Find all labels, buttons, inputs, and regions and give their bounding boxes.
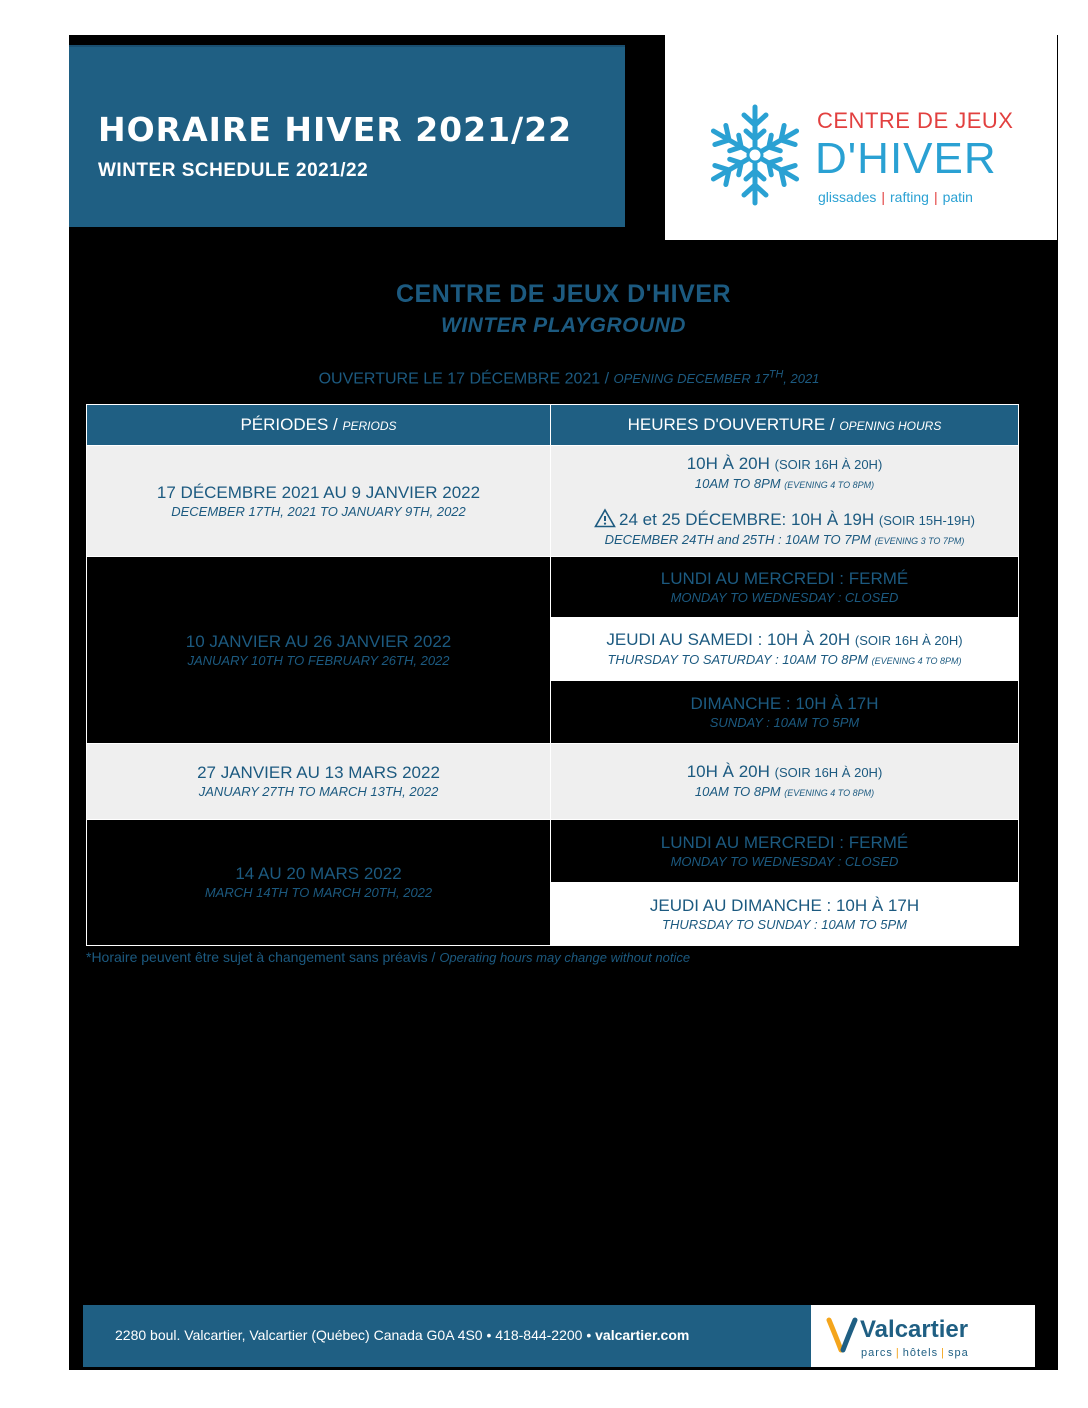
valcartier-tagline: parcs | hôtels | spa bbox=[861, 1347, 969, 1359]
hours-fr: 10H À 20H bbox=[686, 453, 770, 473]
page-subtitle: WINTER SCHEDULE 2021/22 bbox=[98, 160, 369, 181]
footnote bbox=[86, 949, 690, 965]
hours-cell bbox=[551, 883, 1019, 946]
period-en: DECEMBER 17TH, 2021 TO JANUARY 9TH, 2022 bbox=[171, 503, 466, 519]
footnote-fr: *Horaire peuvent être sujet à changement sans préavis / bbox=[86, 949, 440, 965]
logo-tag: patin bbox=[942, 189, 973, 205]
section-title: CENTRE DE JEUX D'HIVER bbox=[395, 280, 732, 308]
logo-text-line1: CENTRE DE JEUX bbox=[817, 108, 1014, 133]
period-cell bbox=[87, 744, 551, 820]
hours-fr-evening: (SOIR 16H À 20H) bbox=[774, 765, 883, 780]
logo-text-line2: D'HIVER bbox=[815, 134, 997, 183]
period-en: JANUARY 10TH TO FEBRUARY 26TH, 2022 bbox=[187, 652, 450, 668]
hours-en: SUNDAY : 10AM TO 5PM bbox=[709, 714, 860, 730]
holiday-hours-en: DECEMBER 24TH and 25TH : 10AM TO 7PM bbox=[604, 531, 871, 547]
period-cell bbox=[87, 820, 551, 946]
holiday-hours-en-evening: (EVENING 3 TO 7PM) bbox=[874, 535, 965, 546]
page-title: HORAIRE HIVER 2021/22 bbox=[98, 110, 573, 149]
table-row bbox=[87, 446, 1019, 557]
website-link[interactable]: valcartier.com bbox=[595, 1327, 690, 1343]
hours-cell bbox=[551, 446, 1019, 557]
hours-en-evening: (EVENING 4 TO 8PM) bbox=[871, 655, 962, 666]
hours-en: 10AM TO 8PM bbox=[694, 475, 781, 491]
opening-en-post: , 2021 bbox=[783, 371, 820, 387]
logo-tag: rafting bbox=[890, 189, 929, 205]
hours-fr: 10H À 20H bbox=[686, 762, 770, 781]
logo-tagline: glissades | rafting | patin bbox=[818, 189, 973, 205]
holiday-hours-fr: 24 et 25 DÉCEMBRE: 10H À 19H bbox=[619, 509, 875, 529]
period-fr: 17 DÉCEMBRE 2021 AU 9 JANVIER 2022 bbox=[156, 482, 481, 502]
hours-fr: JEUDI AU SAMEDI : 10H À 20H bbox=[606, 629, 851, 649]
warning-icon bbox=[594, 508, 616, 528]
schedule-table bbox=[86, 404, 1019, 946]
period-cell bbox=[87, 557, 551, 744]
brand-tag: parcs bbox=[861, 1347, 893, 1359]
address-text: 2280 boul. Valcartier, Valcartier (Québec) Canada G0A 4S0 • 418-844-2200 • bbox=[115, 1327, 596, 1343]
hours-fr: LUNDI AU MERCREDI : FERMÉ bbox=[660, 832, 909, 852]
brand-tag: spa bbox=[947, 1347, 969, 1359]
valcartier-logo-text: Valcartier bbox=[860, 1316, 969, 1343]
hours-fr-evening: (SOIR 16H À 20H) bbox=[854, 632, 963, 648]
table-row bbox=[87, 820, 1019, 883]
logo-tag: glissades bbox=[818, 189, 877, 205]
hours-en-evening: (EVENING 4 TO 8PM) bbox=[784, 788, 875, 798]
valcartier-logo-icon bbox=[826, 1314, 858, 1354]
period-en: MARCH 14TH TO MARCH 20TH, 2022 bbox=[204, 885, 433, 900]
hours-en-evening: (EVENING 4 TO 8PM) bbox=[784, 479, 875, 490]
hours-en: MONDAY TO WEDNESDAY : CLOSED bbox=[670, 589, 899, 605]
hours-cell bbox=[551, 744, 1019, 820]
opening-date bbox=[69, 369, 1069, 388]
footer-address bbox=[115, 1327, 689, 1343]
period-en: JANUARY 27TH TO MARCH 13TH, 2022 bbox=[198, 784, 439, 799]
hours-cell bbox=[551, 557, 1019, 618]
hours-en: THURSDAY TO SATURDAY : 10AM TO 8PM bbox=[607, 651, 869, 667]
opening-en: OPENING DECEMBER 17 bbox=[613, 371, 769, 387]
column-header-hours: HEURES D'OUVERTURE / OPENING HOURS bbox=[551, 405, 1019, 446]
table-row bbox=[87, 744, 1019, 820]
hours-en: MONDAY TO WEDNESDAY : CLOSED bbox=[670, 853, 899, 869]
holiday-hours-fr-evening: (SOIR 15H-19H) bbox=[878, 512, 975, 528]
period-cell bbox=[87, 446, 551, 557]
column-header-periods: PÉRIODES / PERIODS bbox=[87, 405, 551, 446]
hours-fr-evening: (SOIR 16H À 20H) bbox=[774, 456, 883, 472]
period-fr: 27 JANVIER AU 13 MARS 2022 bbox=[197, 763, 440, 782]
table-row bbox=[87, 557, 1019, 618]
hours-fr: LUNDI AU MERCREDI : FERMÉ bbox=[660, 568, 909, 588]
brand-tag: hôtels bbox=[902, 1347, 939, 1359]
table-header-row bbox=[87, 405, 1019, 446]
footnote-en: Operating hours may change without notice bbox=[439, 950, 691, 965]
snowflake-icon bbox=[705, 100, 805, 210]
hours-cell bbox=[551, 618, 1019, 681]
period-fr: 14 AU 20 MARS 2022 bbox=[235, 864, 402, 883]
hours-cell bbox=[551, 681, 1019, 744]
hours-cell bbox=[551, 820, 1019, 883]
opening-en-sup: TH bbox=[768, 369, 784, 381]
hours-fr: DIMANCHE : 10H À 17H bbox=[690, 693, 879, 713]
hours-fr: JEUDI AU DIMANCHE : 10H À 17H bbox=[649, 895, 920, 915]
period-fr: 10 JANVIER AU 26 JANVIER 2022 bbox=[185, 631, 452, 651]
hours-en: THURSDAY TO SUNDAY : 10AM TO 5PM bbox=[662, 916, 907, 932]
hours-en: 10AM TO 8PM bbox=[694, 784, 781, 799]
opening-fr: OUVERTURE LE 17 DÉCEMBRE 2021 / bbox=[318, 370, 614, 388]
section-subtitle: WINTER PLAYGROUND bbox=[441, 314, 686, 337]
